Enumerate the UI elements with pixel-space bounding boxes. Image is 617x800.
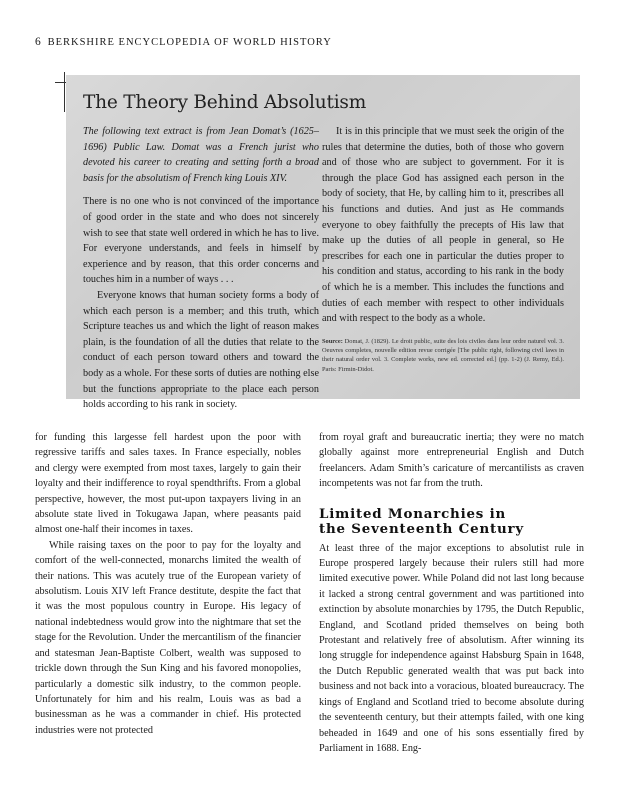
sidebar-intro: The following text extract is from Jean Domat’s (1625–1696) Public Law. Domat was a French jurist who devoted his career to creating and setting forth a broad basis for the absolutism of French king Louis XIV. (83, 126, 319, 184)
sidebar-box (66, 75, 580, 411)
book-title: BERKSHIRE ENCYCLOPEDIA OF WORLD HISTORY (47, 37, 332, 48)
body-paragraph: While raising taxes on the poor to pay for the loyalty and comfort of the well-connected, monarchs limited the wealth of their nations. This was acutely true of the European variety of absolutism. Louis XIV left France destitute, despite the fact that it was the most populous country in Europe. His legacy of national indebtedness would grow into the nightmare that set the stage for the Revolution. Under the mercantilism of the financier and statesman Jean-Baptiste Colbert, wealth was supposed to trickle down through the Sun King and his favored monopolies, particularly a domestic silk industry, to the common people. Unfortunately for him and his realm, Louis was as bad a businessman as he was a commander in chief. His protected industries were not protected (35, 539, 301, 736)
body-left-column (35, 430, 301, 738)
sidebar-paragraph: It is in this principle that we must seek the origin of the rules that determine the duties, both of those who govern and of those who are subject to government. For it is through the place God has assigned each person in the body of society, that He, by calling him to it, prescribes all his functions and duties. And just as He commands everyone to obey faithfully the precepts of His law that make up the duties of all people in general, so He prescribes for each one in particular the duties proper to his condition and status, according to his rank in the body of which he is a member. This includes the functions and duties of each member with respect to other individuals and with respect to the body as a whole. (322, 126, 564, 325)
section-heading-line2: the Seventeenth Century (319, 520, 524, 537)
section-heading (319, 507, 584, 537)
source-label: Source: (322, 337, 343, 345)
page-number: 6 (35, 36, 42, 48)
sidebar-rule-vertical (64, 72, 65, 112)
source-citation: Domat, J. (1829). Le droit public, suite des lois civiles dans leur ordre naturel vol. 3. Oeuvres completes, nouvelle edition revue corrigée [The public right, following civil laws in their natural order vol. 3. Complete works, new ed. corrected ed.] (pp. 1-2) (J. Remy, Ed.). Paris: Firmin-Didot. (322, 337, 564, 373)
sidebar-paragraph: There is no one who is not convinced of the importance of good order in the state and who does not sincerely wish to see that state well ordered in which he has to live. For everyone understands, and feels in himself by experience and by reason, that this order concerns and touches him in a number of ways . . . (83, 196, 319, 286)
sidebar-paragraph: Everyone knows that human society forms a body of which each person is a member; and this truth, which Scripture teaches us and which the light of reason makes plain, is the foundation of all the duties that relate to the conduct of each person toward others and toward the body as a whole. For these sorts of duties are nothing else but the functions appropriate to the place each person holds according to his rank in society. (83, 289, 319, 411)
section-heading-line1: Limited Monarchies in (319, 505, 507, 522)
running-header (35, 36, 595, 48)
body-paragraph: At least three of the major exceptions to absolutist rule in Europe prospered largely because their rulers still had more limited executive power. While Poland did not last long because it lacked a strong central government and was partitioned into extinction by absolute monarchies by 1795, the Dutch Republic, England, and Scotland prided themselves on being both Protestant and relatively free of absolutism. After winning its long struggle for independence against Habsburg Spain in 1648, the Dutch Republic generated wealth that was put back into business and not back into a voracious, bloated bureaucracy. The kings of England and Scotland tried to become absolute during the seventeenth century, but their attempts failed, with one king beheaded in 1649 and one of his sons essentially fired by Parliament in 1688. Eng- (319, 542, 584, 754)
body-paragraph: from royal graft and bureaucratic inertia; they were no match globally against more entrepreneurial English and Dutch freelancers. Adam Smith’s caricature of mercantilists as craven incompetents was not far from the truth. (319, 432, 584, 490)
sidebar-title: The Theory Behind Absolutism (83, 92, 367, 113)
sidebar-left-column (83, 124, 319, 413)
body-paragraph: for funding this largesse fell hardest upon the poor with regressive tariffs and sales taxes. In France especially, nobles and clergy were exempted from most taxes, largely to gain their loyalty and their indifference to royal spendthrifts. From a global perspective, however, the most put-upon taxpayers living in an absolute state lived in Tokugawa Japan, where peasants paid almost one-half their incomes in taxes. (35, 432, 301, 536)
sidebar-source (322, 337, 564, 374)
body-right-column (319, 430, 584, 756)
sidebar-right-column (322, 124, 564, 374)
